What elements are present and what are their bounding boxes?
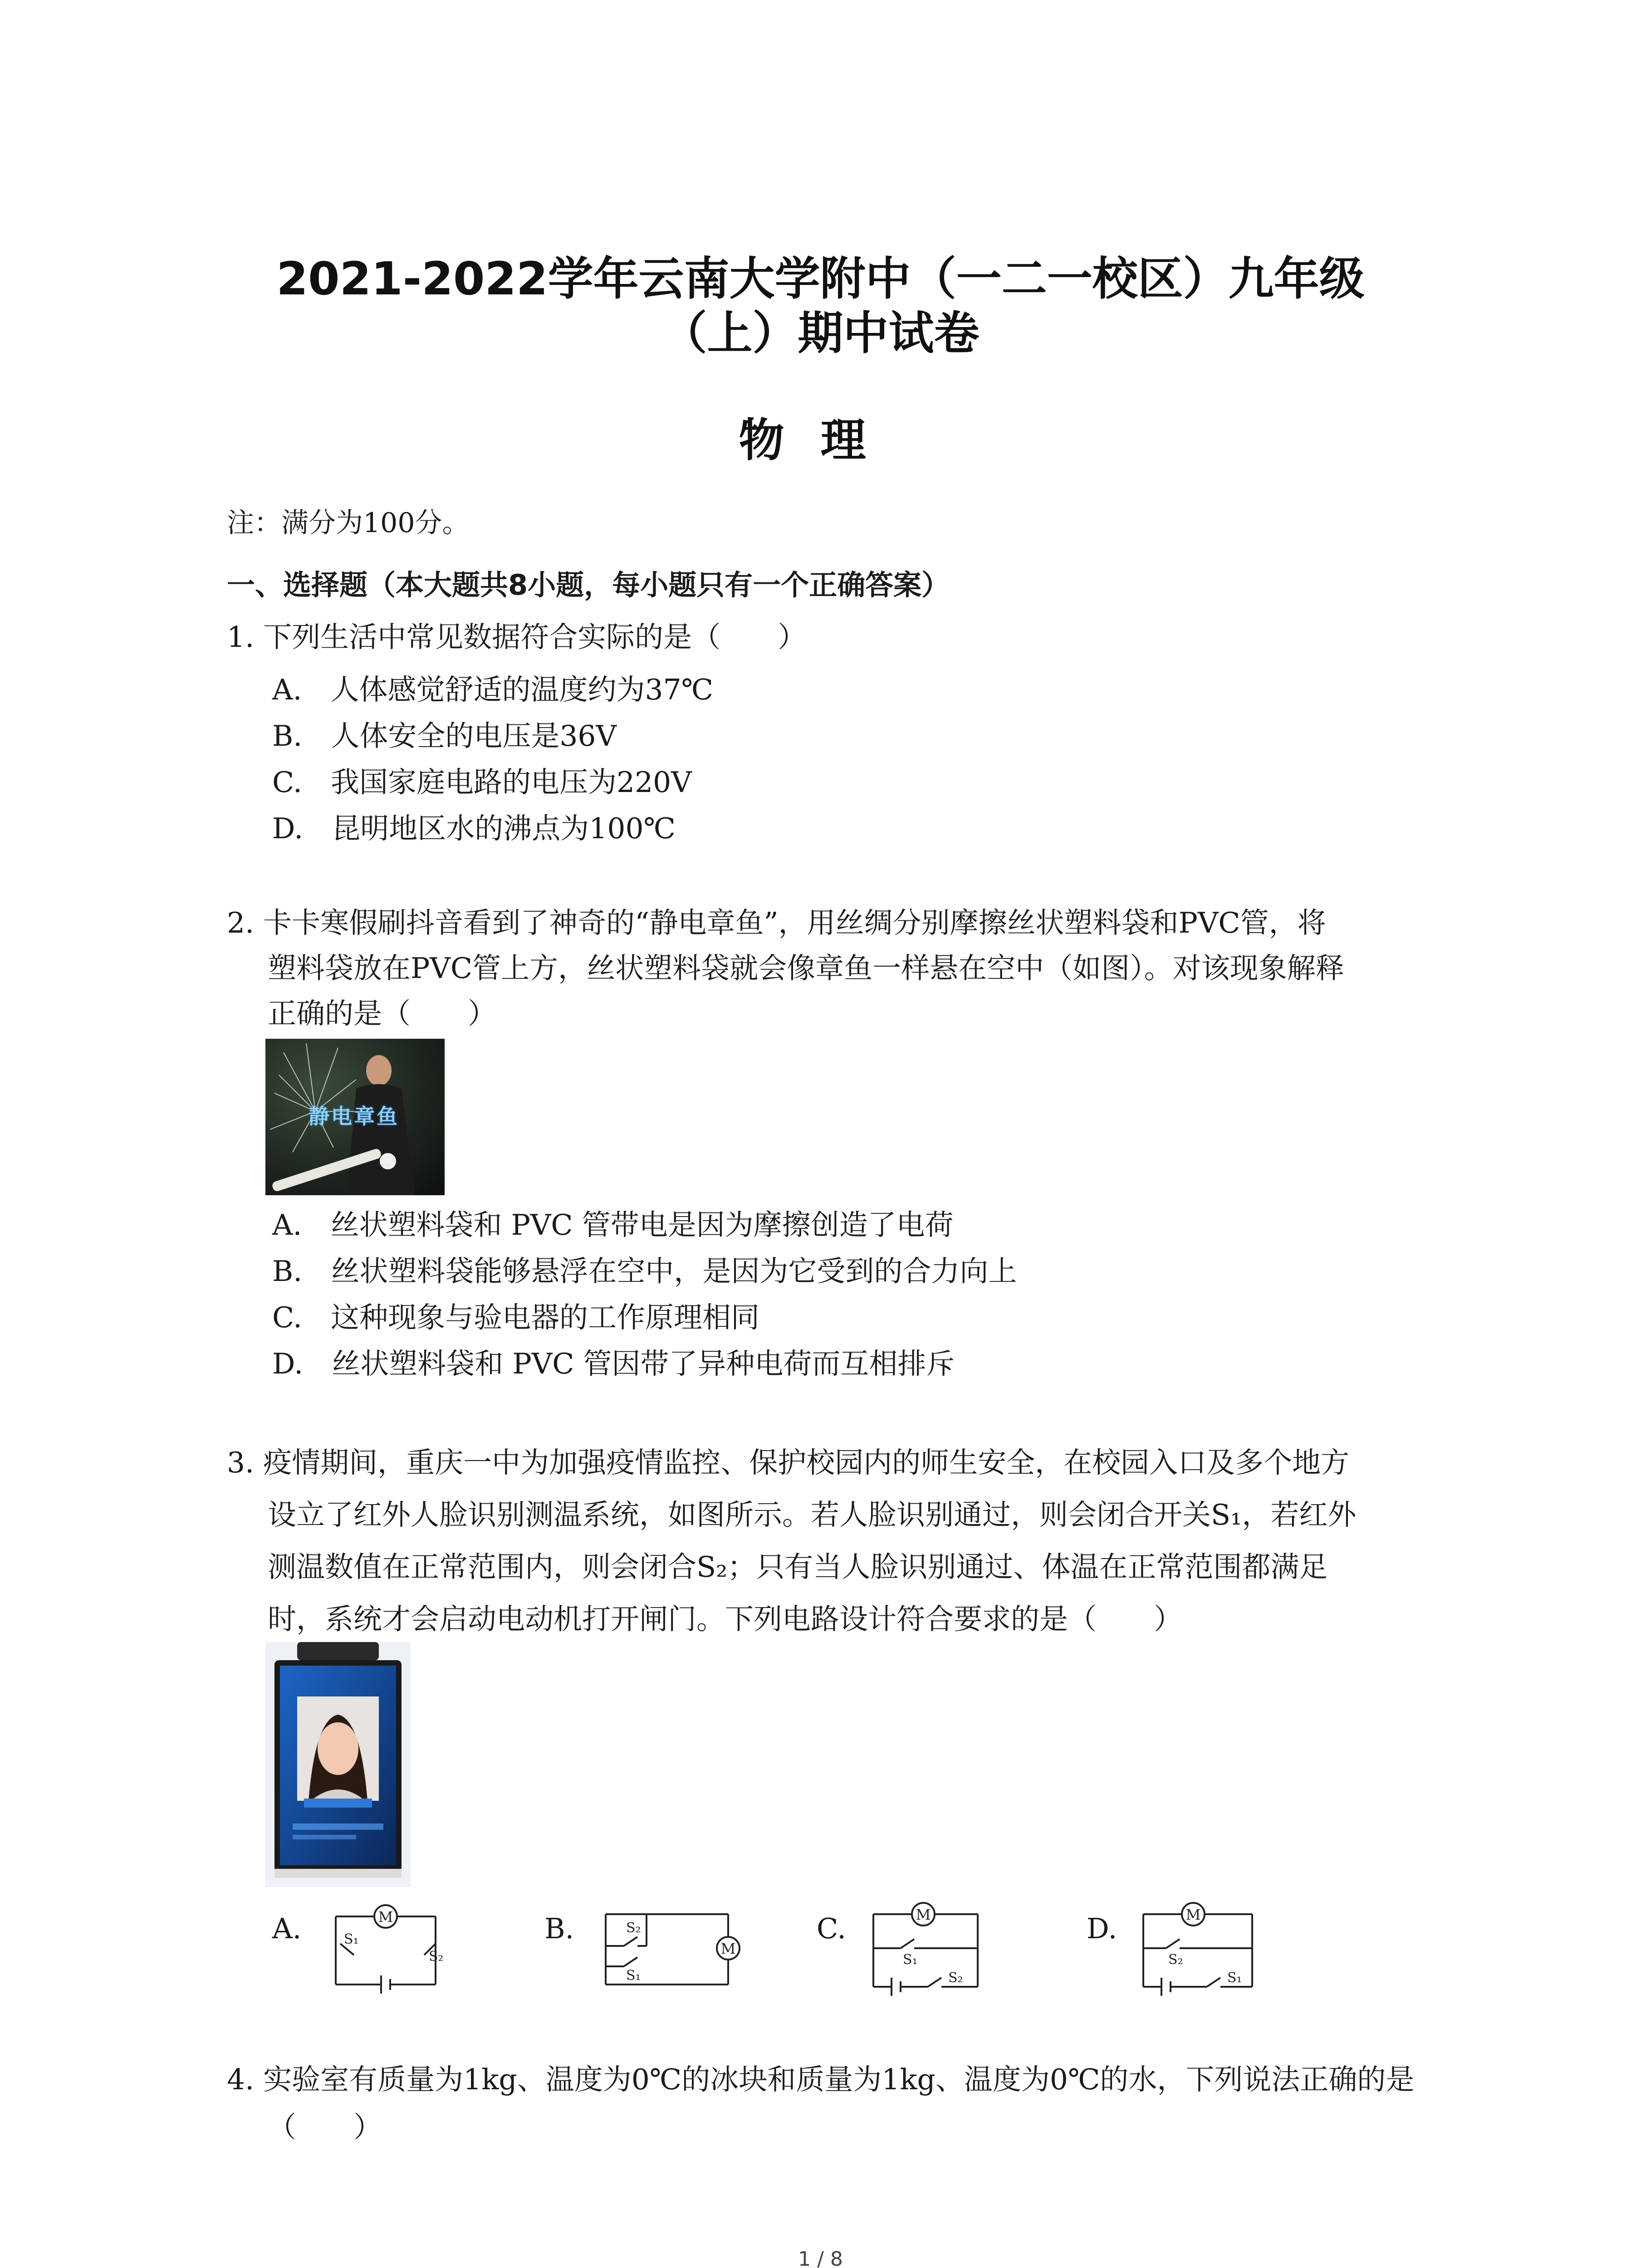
switch-s1-label-b: S₁ bbox=[626, 1968, 641, 1984]
q3-stem-line2: 设立了红外人脸识别测温系统，如图所示。若人脸识别通过，则会闭合开关S₁，若红外 bbox=[268, 1498, 1357, 1531]
subject-title: 物理 bbox=[739, 414, 902, 467]
q2-option-c: C. 这种现象与验电器的工作原理相同 bbox=[272, 1301, 759, 1334]
page-title-line2: （上）期中试卷 bbox=[661, 307, 980, 360]
static-octopus-photo bbox=[265, 1039, 445, 1195]
q2-stem-line2: 塑料袋放在PVC管上方，丝状塑料袋就会像章鱼一样悬在空中（如图）。对该现象解释 bbox=[268, 952, 1344, 985]
q3-stem-line4: 时，系统才会启动电动机打开闸门。下列电路设计符合要求的是（ ） bbox=[268, 1603, 1182, 1636]
q1-option-c: C. 我国家庭电路的电压为220V bbox=[272, 766, 692, 799]
motor-label-b: M bbox=[720, 1940, 736, 1957]
q1-stem: 1. 下列生活中常见数据符合实际的是（ ） bbox=[227, 621, 807, 654]
motor-label-d: M bbox=[1185, 1906, 1201, 1923]
section-heading: 一、选择题（本大题共8小题，每小题只有一个正确答案） bbox=[227, 568, 950, 601]
q3-stem-line1: 3. 疫情期间，重庆一中为加强疫情监控、保护校园内的师生安全，在校园入口及多个地方 bbox=[227, 1446, 1350, 1479]
q2-option-d: D. 丝状塑料袋和 PVC 管因带了异种电荷而互相排斥 bbox=[272, 1347, 955, 1380]
page-number: 1 / 8 bbox=[798, 2248, 843, 2268]
score-note: 注：满分为100分。 bbox=[227, 507, 470, 539]
circuit-d-diagram bbox=[1130, 1889, 1266, 2003]
q1-option-b: B. 人体安全的电压是36V bbox=[272, 719, 617, 753]
q1-option-d: D. 昆明地区水的沸点为100℃ bbox=[272, 812, 676, 845]
page-title-line1: 2021-2022学年云南大学附中（一二一校区）九年级 bbox=[276, 252, 1365, 305]
q2-stem-line3: 正确的是（ ） bbox=[268, 997, 496, 1030]
switch-s1-label-c: S₁ bbox=[903, 1952, 918, 1968]
switch-s2-label-a: S₂ bbox=[429, 1949, 444, 1965]
switch-s2-label-b: S₂ bbox=[626, 1920, 641, 1936]
circuit-b-diagram bbox=[588, 1889, 751, 2003]
q3-stem-line3: 测温数值在正常范围内，则会闭合S₂；只有当人脸识别通过、体温在正常范围都满足 bbox=[268, 1550, 1328, 1584]
switch-s2-label-d: S₂ bbox=[1168, 1952, 1183, 1968]
circuit-d-label: D. bbox=[1087, 1912, 1117, 1945]
q2-option-a: A. 丝状塑料袋和 PVC 管带电是因为摩擦创造了电荷 bbox=[272, 1208, 954, 1242]
q4-stem-line2: （ ） bbox=[268, 2111, 382, 2144]
q2-stem-line1: 2. 卡卡寒假刷抖音看到了神奇的“静电章鱼”，用丝绸分别摩擦丝状塑料袋和PVC管，将 bbox=[227, 906, 1326, 939]
switch-s1-label-d: S₁ bbox=[1227, 1970, 1242, 1986]
face-recognition-device-photo bbox=[265, 1642, 411, 1887]
q4-stem-line1: 4. 实验室有质量为1kg、温度为0℃的冰块和质量为1kg、温度为0℃的水，下列说法正确的是 bbox=[227, 2063, 1415, 2096]
circuit-b-label: B. bbox=[544, 1912, 574, 1945]
motor-label-c: M bbox=[916, 1906, 931, 1923]
circuit-c-diagram bbox=[860, 1889, 996, 2003]
circuit-c-label: C. bbox=[817, 1912, 846, 1945]
circuit-a-label: A. bbox=[272, 1912, 302, 1945]
photo-caption: 静电章鱼 bbox=[309, 1104, 399, 1129]
circuit-a-diagram bbox=[318, 1889, 454, 2003]
switch-s2-label-c: S₂ bbox=[948, 1970, 963, 1986]
q2-option-b: B. 丝状塑料袋能够悬浮在空中，是因为它受到的合力向上 bbox=[272, 1255, 1017, 1288]
switch-s1-label-a: S₁ bbox=[344, 1931, 359, 1947]
motor-label-a: M bbox=[378, 1908, 393, 1926]
q1-option-a: A. 人体感觉舒适的温度约为37℃ bbox=[272, 673, 714, 706]
